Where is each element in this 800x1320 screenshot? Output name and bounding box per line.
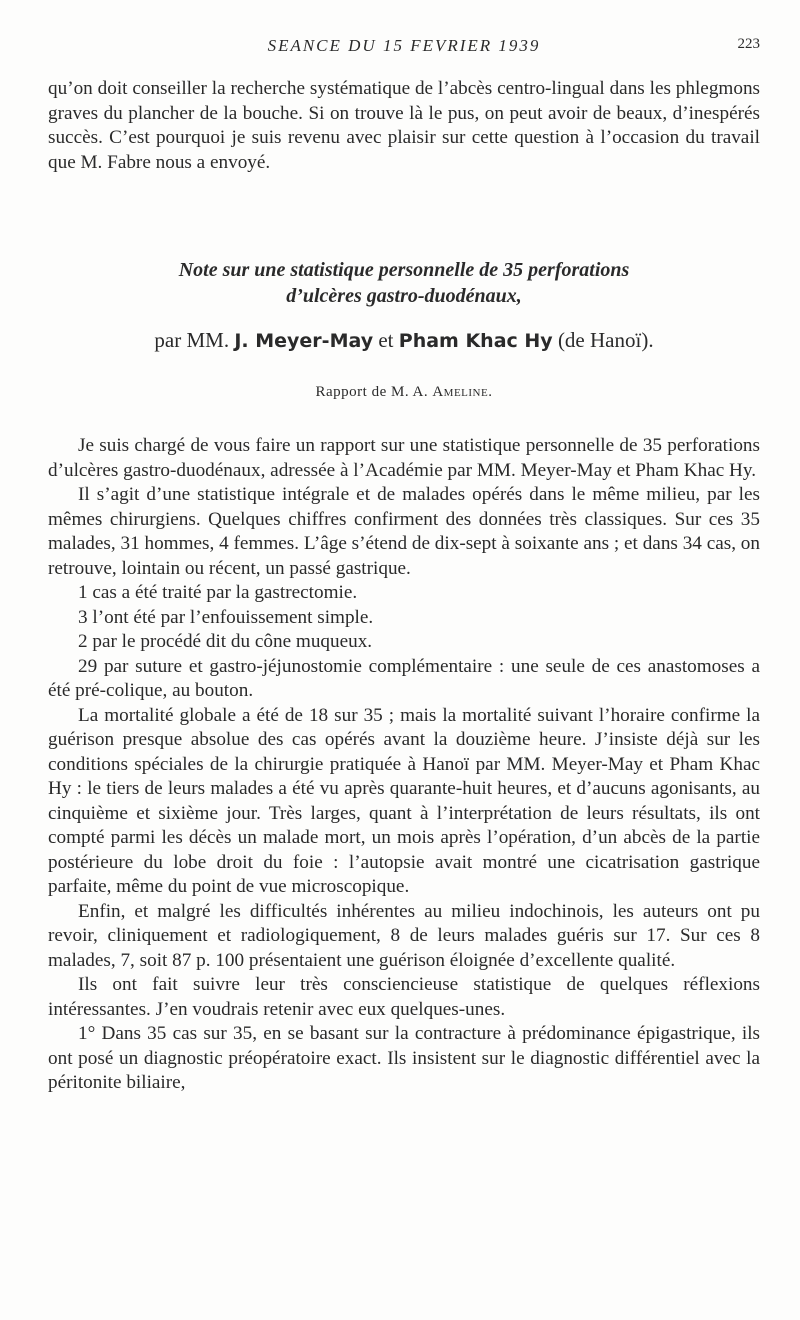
paragraph: Il s’agit d’une statistique intégrale et de malades opérés dans le même milieu, par les mêmes chirurgiens. Quelques chiffres confirment des données très classiques. Sur ces 35 malades, 31 hommes, 4 femmes. L’âge s’étend de dix-sept à soixante ans ; et dans 34 cas, on retrouve, lointain ou récent, un passé gastrique.	[48, 484, 760, 579]
page-number: 223	[737, 36, 760, 52]
article-title-line: d’ulcères gastro-duodénaux,	[286, 285, 522, 307]
byline	[48, 328, 760, 353]
paragraph: Enfin, et malgré les difficultés inhérentes au milieu indochinois, les auteurs ont pu revoir, cliniquement et radiologiquement, 8 de leurs malades guéris sur 17. Sur ces 8 malades, 7, soit 87 p. 100 présentaient une guérison éloignée d’excellente qualité.	[48, 900, 760, 971]
list-item: 1 cas a été traité par la gastrectomie.	[78, 582, 358, 603]
report-attribution	[48, 384, 760, 401]
paragraph: Ils ont fait suivre leur très consciencieuse statistique de quelques réflexions intéressantes. J’en voudrais retenir avec eux quelques-unes.	[48, 974, 760, 1020]
report-prefix: Rapport de M. A.	[315, 384, 429, 400]
article-body	[48, 434, 760, 1096]
intro-paragraph-block	[48, 77, 760, 175]
list-item: 3 l’ont été par l’enfouissement simple.	[78, 606, 374, 628]
paragraph: 1° Dans 35 cas sur 35, en se basant sur la contracture à prédominance épigastrique, ils ont posé un diagnostic préopératoire exact. Ils insistent sur le diagnostic différentiel avec la péritonite biliaire,	[48, 1023, 760, 1093]
paragraph: qu’on doit conseiller la recherche systématique de l’abcès centro-lingual dans les phlegmons graves du plancher de la bouche. Si on trouve là le pus, on peut avoir de beaux, d’inespérés succès. C’est pourquoi je suis revenu avec plaisir sur cette question à l’occasion du travail que M. Fabre nous a envoyé.	[48, 78, 760, 173]
running-head-title: SEANCE DU 15 FEVRIER 1939	[267, 36, 541, 55]
author-name: Pham Khac Hy	[398, 330, 553, 352]
report-author: Ameline.	[432, 384, 493, 400]
paragraph: Je suis chargé de vous faire un rapport sur une statistique personnelle de 35 perforations d’ulcères gastro-duodénaux, adressée à l’Académie par MM. Meyer-May et Pham Khac Hy.	[48, 435, 760, 481]
paragraph: 29 par suture et gastro-jéjunostomie complémentaire : une seule de ces anastomoses a été pré-colique, au bouton.	[48, 655, 760, 701]
running-head	[48, 36, 760, 60]
paragraph: La mortalité globale a été de 18 sur 35 ; mais la mortalité suivant l’horaire confirme la guérison presque absolue des cas opérés avant la douzième heure. J’insiste déjà sur les conditions spéciales de la chirurgie pratiquée à Hanoï par MM. Meyer-May et Pham Khac Hy : le tiers de leurs malades a été vu après quarante-huit heures, et d’aucuns agonisants, au cinquième et sixième jour. Très larges, quant à l’interprétation de leurs résultats, ils ont compté parmi les décès un malade mort, un mois après l’opération, d’un abcès de la partie postérieure du lobe droit du foie : l’autopsie avait montré une cicatrisation gastrique parfaite, même du point de vue microscopique.	[48, 704, 760, 897]
list-item: 2 par le procédé dit du cône muqueux.	[78, 631, 373, 652]
article-title	[48, 257, 760, 309]
author-name: J. Meyer-May	[234, 330, 374, 352]
byline-conjunction: et	[378, 328, 394, 352]
byline-location: (de Hanoï).	[557, 328, 654, 352]
byline-prefix: par MM.	[154, 328, 230, 352]
article-title-line: Note sur une statistique personnelle de 35 perforations	[178, 259, 630, 281]
